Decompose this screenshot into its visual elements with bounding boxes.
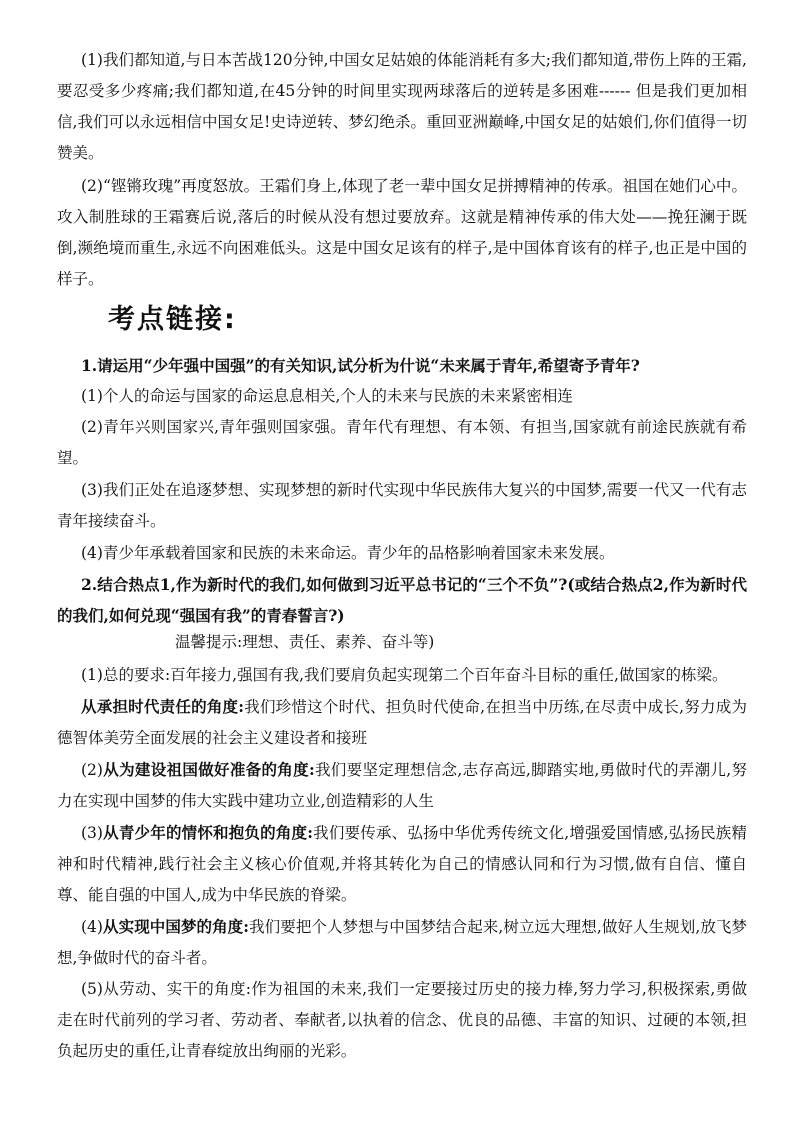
q1-answer-4: (4)青少年承载着国家和民族的未来命运。青少年的品格影响着国家未来发展。 xyxy=(81,544,615,562)
q2-answer-2 xyxy=(57,754,747,817)
hint-text: 温馨提示:理想、责任、素养、奋斗等) xyxy=(175,633,435,651)
q2-answer-1b xyxy=(57,691,747,754)
intro-paragraph-1: (1)我们都知道,与日本苦战120分钟,中国女足姑娘的体能消耗有多大;我们都知道,带伤上阵的王霜,要忍受多少疼痛;我们都知道,在45分钟的时间里实现两球落后的逆转是多困难------ 但是我们更加相信,我们可以永远相信中国女足!史诗逆转、梦幻绝杀。重回亚洲巅峰,中国女足的姑娘们,你们值得一切赞美。 xyxy=(57,51,747,162)
answer-text: 我们要坚定理想信念,志存高远,脚踏实地,勇做时代的弄潮儿,努力在实现中国梦的伟大实践中建功立业,创造精彩的人生 xyxy=(57,761,747,810)
section-heading: 考点链接: xyxy=(108,304,237,335)
q1-answer-1: (1)个人的命运与国家的命运息息相关,个人的未来与民族的未来紧密相连 xyxy=(81,387,573,405)
answer-text: 我们要把个人梦想与中国梦结合起来,树立远大理想,做好人生规划,放飞梦想,争做时代的奋斗者。 xyxy=(57,918,747,967)
answer-lead: 从承担时代责任的角度: xyxy=(81,697,244,716)
answer-lead: 从实现中国梦的角度: xyxy=(102,917,249,936)
answer-text: 我们要传承、弘扬中华优秀传统文化,增强爱国情感,弘扬民族精神和时代精神,践行社会主义核心价值观,并将其转化为自己的情感认同和行为习惯,做有自信、懂自尊、能自强的中国人,成为中华民族的脊梁。 xyxy=(57,824,747,904)
q2-answer-4 xyxy=(57,911,747,974)
answer-number: (3) xyxy=(81,824,103,842)
question-1: 1.请运用“少年强中国强”的有关知识,试分析为什说“未来属于青年,希望寄予青年? xyxy=(81,356,640,375)
question-2: 2.结合热点1,作为新时代的我们,如何做到习近平总书记的“三个不负”?(或结合热点2,作为新时代的我们,如何兑现“强国有我”的青春誓言?) xyxy=(57,575,747,625)
q1-answer-2: (2)青年兴则国家兴,青年强则国家强。青年代有理想、有本领、有担当,国家就有前途民族就有希望。 xyxy=(57,418,747,467)
answer-number: (4) xyxy=(81,918,103,936)
intro-paragraph-2: (2)“铿锵玫瑰”再度怒放。王霜们身上,体现了老一辈中国女足拼搏精神的传承。祖国在她们心中。攻入制胜球的王霜赛后说,落后的时候从没有想过要放弃。这就是精神传承的伟大处——挽狂澜于既倒,濒绝境而重生,永远不向困难低头。这是中国女足该有的样子,是中国体育该有的样子,也正是中国的样子。 xyxy=(57,177,747,288)
answer-number: (2) xyxy=(81,761,103,779)
answer-lead: 从青少年的情怀和抱负的角度: xyxy=(102,823,313,842)
answer-text: 我们珍惜这个时代、担负时代使命,在担当中历练,在尽责中成长,努力成为德智体美劳全面发展的社会主义建设者和接班 xyxy=(57,698,747,747)
answer-lead: 从为建设祖国做好准备的角度: xyxy=(102,760,315,779)
q2-answer-5: (5)从劳动、实干的角度:作为祖国的未来,我们一定要接过历史的接力棒,努力学习,积极探索,勇做走在时代前列的学习者、劳动者、奉献者,以执着的信念、优良的品德、丰富的知识、过硬的本领,担负起历史的重任,让青春绽放出绚丽的光彩。 xyxy=(57,980,747,1060)
q2-answer-1: (1)总的要求:百年接力,强国有我,我们要肩负起实现第二个百年奋斗目标的重任,做国家的栋梁。 xyxy=(81,666,728,684)
q2-answer-3 xyxy=(57,817,747,911)
q1-answer-3: (3)我们正处在追逐梦想、实现梦想的新时代实现中华民族伟大复兴的中国梦,需要一代又一代有志青年接续奋斗。 xyxy=(57,481,747,530)
